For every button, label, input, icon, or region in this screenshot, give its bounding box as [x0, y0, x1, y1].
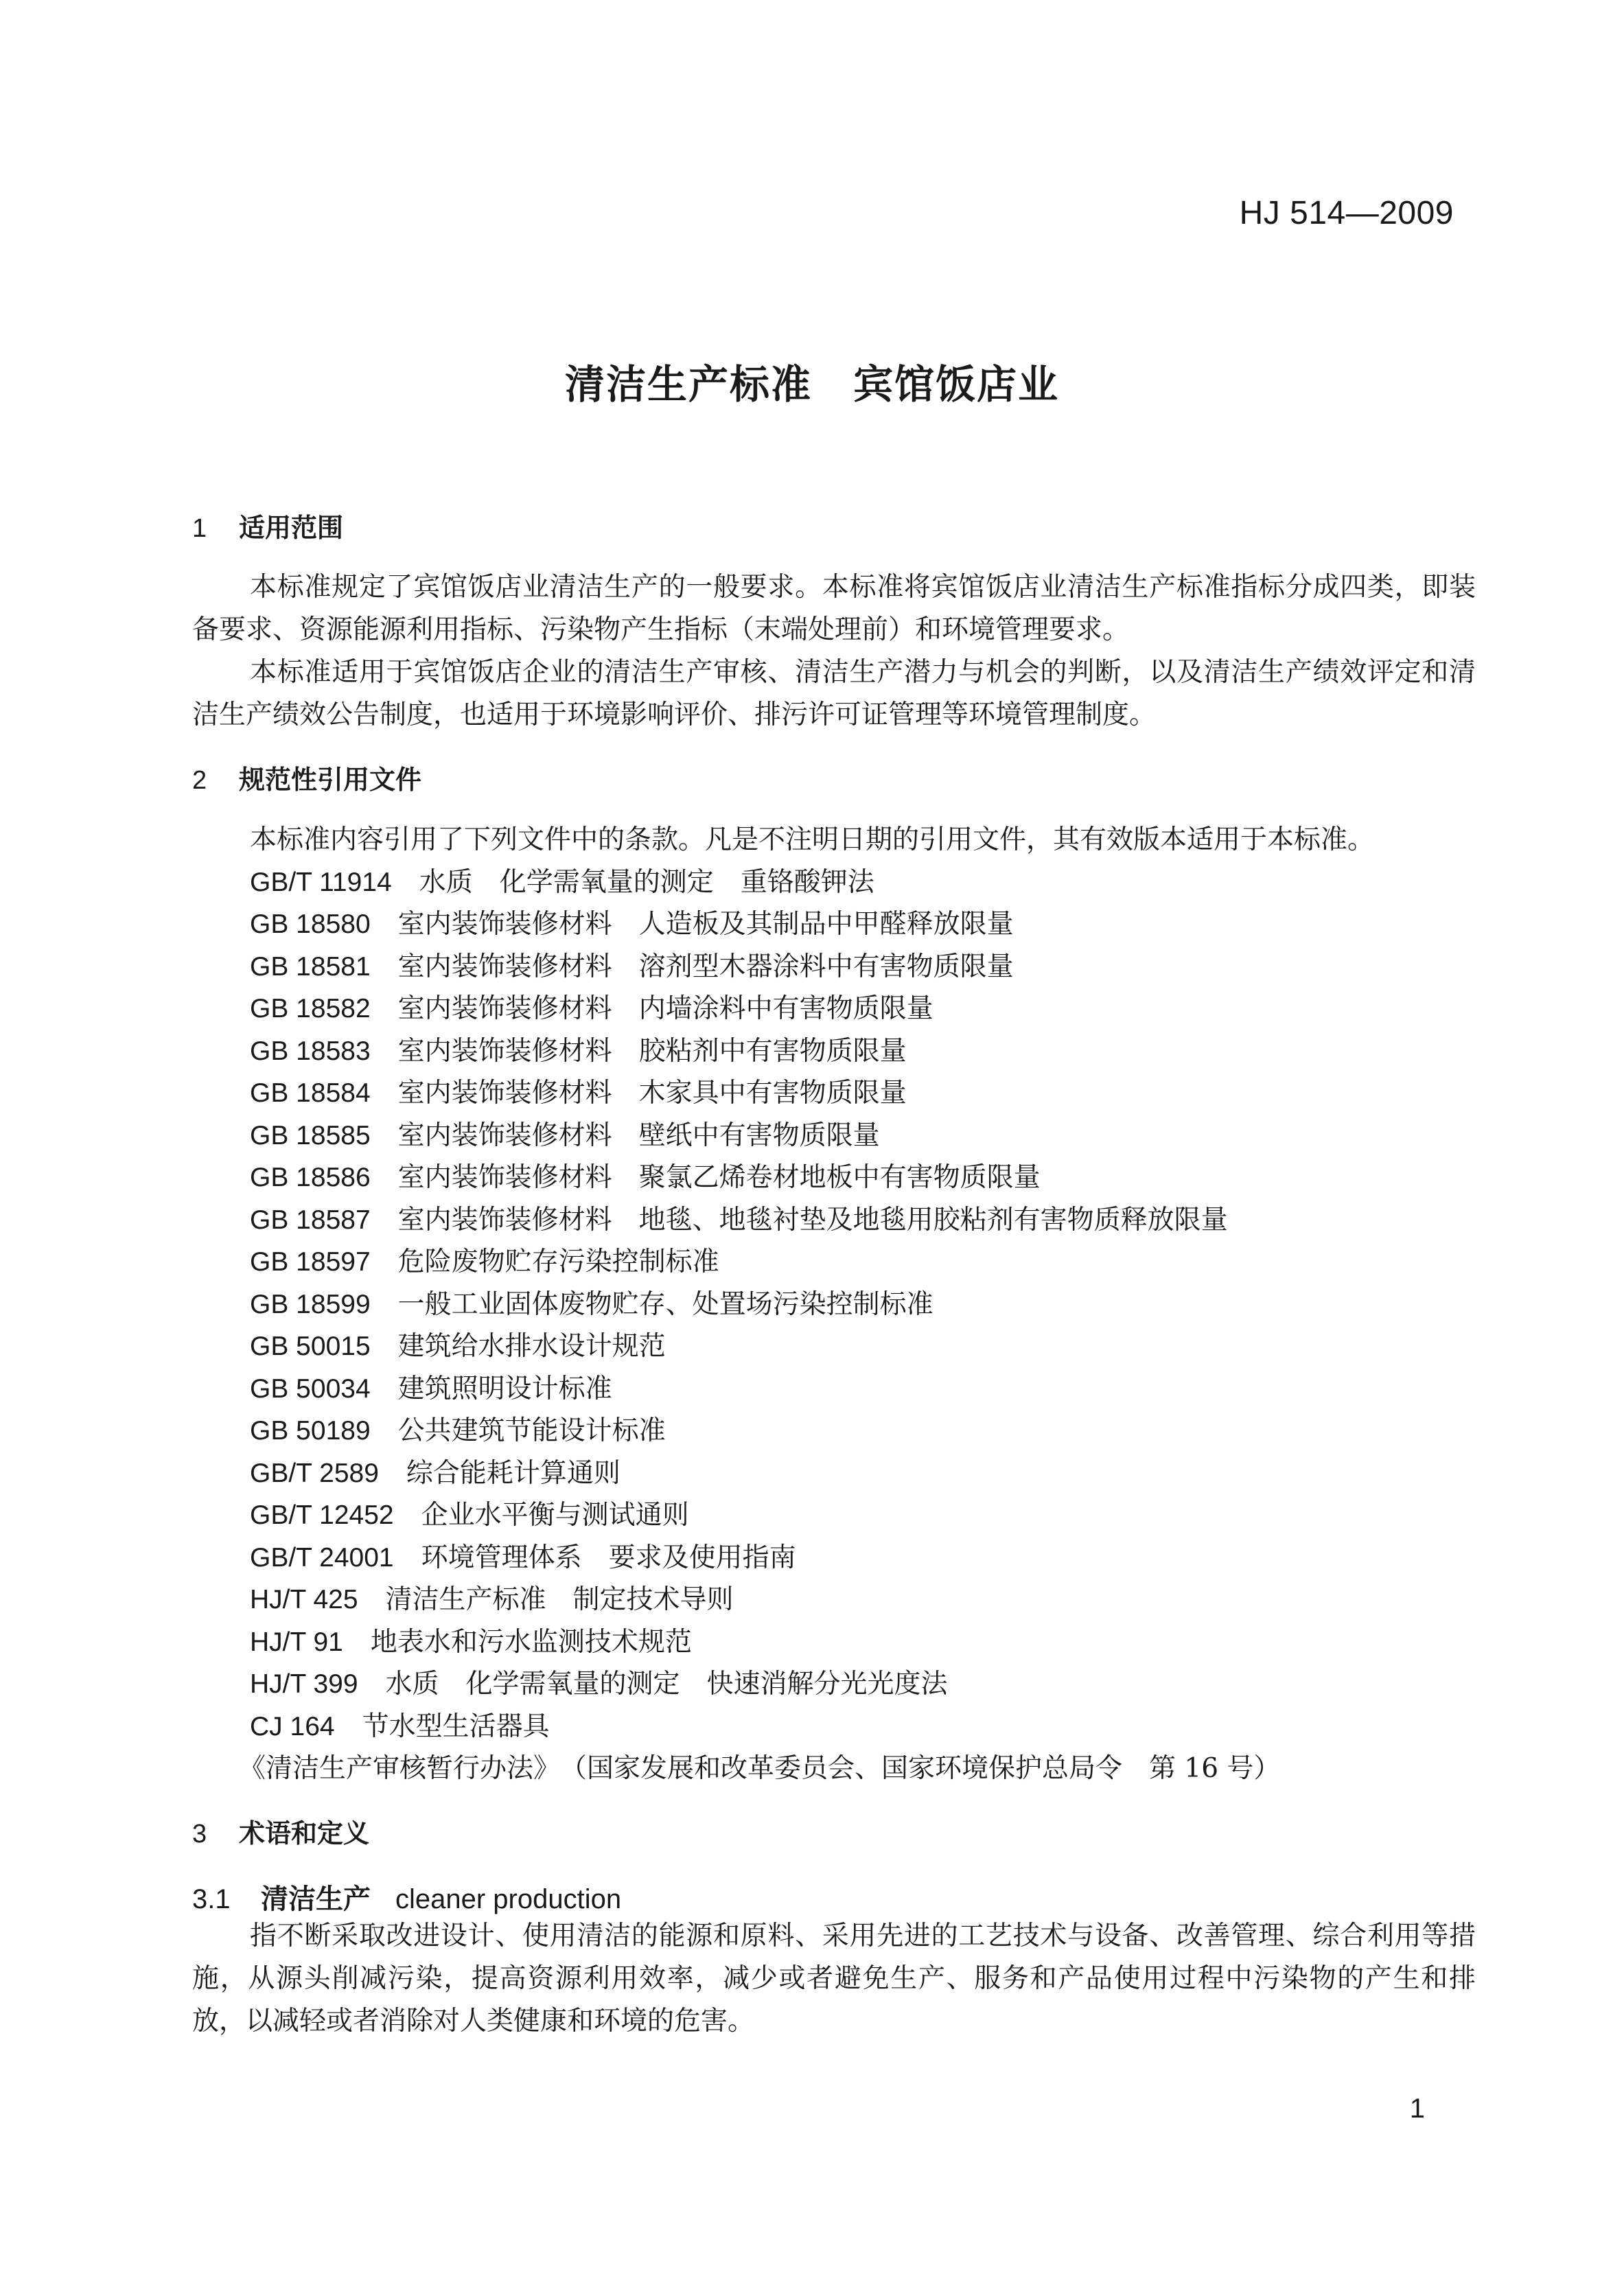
reference-title: 水质 化学需氧量的测定 快速消解分光光度法 — [385, 1669, 948, 1700]
subsection-title-en: cleaner production — [395, 1884, 622, 1914]
reference-item — [250, 1199, 1374, 1242]
section-number: 2 — [192, 766, 207, 795]
reference-title: 企业水平衡与测试通则 — [421, 1500, 689, 1531]
reference-title: 清洁生产标准 制定技术导则 — [385, 1584, 734, 1615]
subsection-title-zh: 清洁生产 — [261, 1883, 371, 1915]
reference-code: GB 18586 — [250, 1163, 371, 1192]
reference-title: 建筑照明设计标准 — [397, 1373, 612, 1404]
reference-code: GB/T 2589 — [250, 1458, 379, 1488]
reference-code: GB 18599 — [250, 1289, 371, 1319]
section-heading-scope — [192, 507, 343, 544]
reference-item — [250, 1157, 1374, 1199]
standard-code: HJ 514—2009 — [1239, 195, 1454, 231]
reference-code: GB 18587 — [250, 1205, 371, 1235]
reference-code: GB 18584 — [250, 1078, 371, 1108]
reference-item — [250, 1115, 1374, 1157]
reference-code: GB 18583 — [250, 1036, 371, 1066]
references-intro: 本标准内容引用了下列文件中的条款。凡是不注明日期的引用文件，其有效版本适用于本标准。 — [250, 824, 1375, 855]
reference-item — [250, 1579, 1374, 1621]
reference-code: GB 18581 — [250, 951, 371, 982]
reference-title: 综合能耗计算通则 — [406, 1457, 620, 1489]
reference-item — [250, 1494, 1374, 1537]
reference-code: GB 50189 — [250, 1416, 371, 1446]
document-title: 清洁生产标准 宾馆饭店业 — [564, 361, 1059, 408]
reference-item — [250, 1325, 1374, 1368]
reference-title: 室内装饰装修材料 地毯、地毯衬垫及地毯用胶粘剂有害物质释放限量 — [397, 1204, 1228, 1236]
section-title: 术语和定义 — [239, 1818, 370, 1848]
reference-item — [250, 988, 1374, 1030]
reference-title: 室内装饰装修材料 胶粘剂中有害物质限量 — [397, 1035, 907, 1067]
reference-item — [250, 1410, 1374, 1452]
reference-item — [250, 1030, 1374, 1073]
section-number: 3 — [192, 1820, 207, 1848]
reference-item — [250, 903, 1374, 946]
reference-code: CJ 164 — [250, 1711, 335, 1741]
reference-title: 公共建筑节能设计标准 — [397, 1415, 666, 1446]
reference-title: 室内装饰装修材料 壁纸中有害物质限量 — [397, 1120, 880, 1151]
reference-title: 室内装饰装修材料 人造板及其制品中甲醛释放限量 — [397, 909, 1014, 940]
reference-item-regulation: 《清洁生产审核暂行办法》 （国家发展和改革委员会、国家环境保护总局令 第 16 号） — [239, 1753, 1281, 1784]
reference-title: 地表水和污水监测技术规范 — [370, 1626, 692, 1658]
reference-item — [250, 1072, 1374, 1115]
reference-item — [250, 1621, 1374, 1664]
section-title: 适用范围 — [239, 513, 344, 543]
reference-item — [250, 946, 1374, 988]
reference-code: GB/T 12452 — [250, 1500, 394, 1530]
reference-code: GB/T 11914 — [250, 867, 392, 897]
reference-title: 环境管理体系 要求及使用指南 — [421, 1542, 796, 1573]
reference-code: GB 18580 — [250, 909, 371, 939]
section-heading-terms — [192, 1812, 369, 1850]
reference-title: 室内装饰装修材料 聚氯乙烯卷材地板中有害物质限量 — [397, 1162, 1041, 1193]
reference-code: HJ/T 425 — [250, 1585, 358, 1614]
reference-item — [250, 1452, 1374, 1495]
reference-title: 节水型生活器具 — [362, 1711, 550, 1742]
reference-code: GB 18585 — [250, 1120, 371, 1150]
reference-title: 室内装饰装修材料 木家具中有害物质限量 — [397, 1078, 907, 1109]
reference-code: GB 50015 — [250, 1332, 371, 1361]
definition-paragraph: 指不断采取改进设计、使用清洁的能源和原料、采用先进的工艺技术与设备、改善管理、综合利用等措施，从源头削减污染，提高资源利用效率，减少或者避免生产、服务和产品使用过程中污染物的产生和排放，以减轻或者消除对人类健康和环境的危害。 — [192, 1921, 1476, 2037]
reference-title: 一般工业固体废物贮存、处置场污染控制标准 — [397, 1288, 933, 1320]
reference-code: HJ/T 91 — [250, 1627, 343, 1657]
reference-item — [250, 1537, 1374, 1579]
subsection-heading-cleaner-production — [192, 1877, 621, 1916]
section-heading-references — [192, 758, 421, 796]
reference-code: GB 18597 — [250, 1247, 371, 1277]
scope-paragraph-1: 本标准规定了宾馆饭店业清洁生产的一般要求。本标准将宾馆饭店业清洁生产标准指标分成四类，即装备要求、资源能源利用指标、污染物产生指标（末端处理前）和环境管理要求。 — [192, 572, 1476, 645]
reference-list — [239, 819, 1375, 1790]
reference-title: 室内装饰装修材料 溶剂型木器涂料中有害物质限量 — [397, 951, 1014, 982]
scope-paragraph-2: 本标准适用于宾馆饭店企业的清洁生产审核、清洁生产潜力与机会的判断，以及清洁生产绩效评定和清洁生产绩效公告制度，也适用于环境影响评价、排污许可证管理等环境管理制度。 — [192, 657, 1476, 730]
reference-item — [250, 1241, 1374, 1284]
reference-title: 建筑给水排水设计规范 — [397, 1331, 666, 1362]
reference-item — [250, 861, 1374, 904]
reference-title: 危险废物贮存污染控制标准 — [397, 1246, 719, 1277]
reference-code: GB 50034 — [250, 1373, 371, 1404]
reference-code: GB 18582 — [250, 994, 371, 1023]
reference-title: 水质 化学需氧量的测定 重铬酸钾法 — [419, 866, 874, 898]
reference-item — [250, 1368, 1374, 1411]
reference-item — [250, 1706, 1374, 1748]
reference-title: 室内装饰装修材料 内墙涂料中有害物质限量 — [397, 993, 933, 1024]
page-number: 1 — [1409, 2094, 1425, 2124]
reference-item — [250, 1284, 1374, 1326]
reference-code: GB/T 24001 — [250, 1542, 394, 1573]
reference-code: HJ/T 399 — [250, 1669, 358, 1699]
subsection-number: 3.1 — [192, 1884, 231, 1914]
section-title: 规范性引用文件 — [239, 765, 422, 795]
section-number: 1 — [192, 514, 207, 543]
reference-item — [250, 1663, 1374, 1706]
